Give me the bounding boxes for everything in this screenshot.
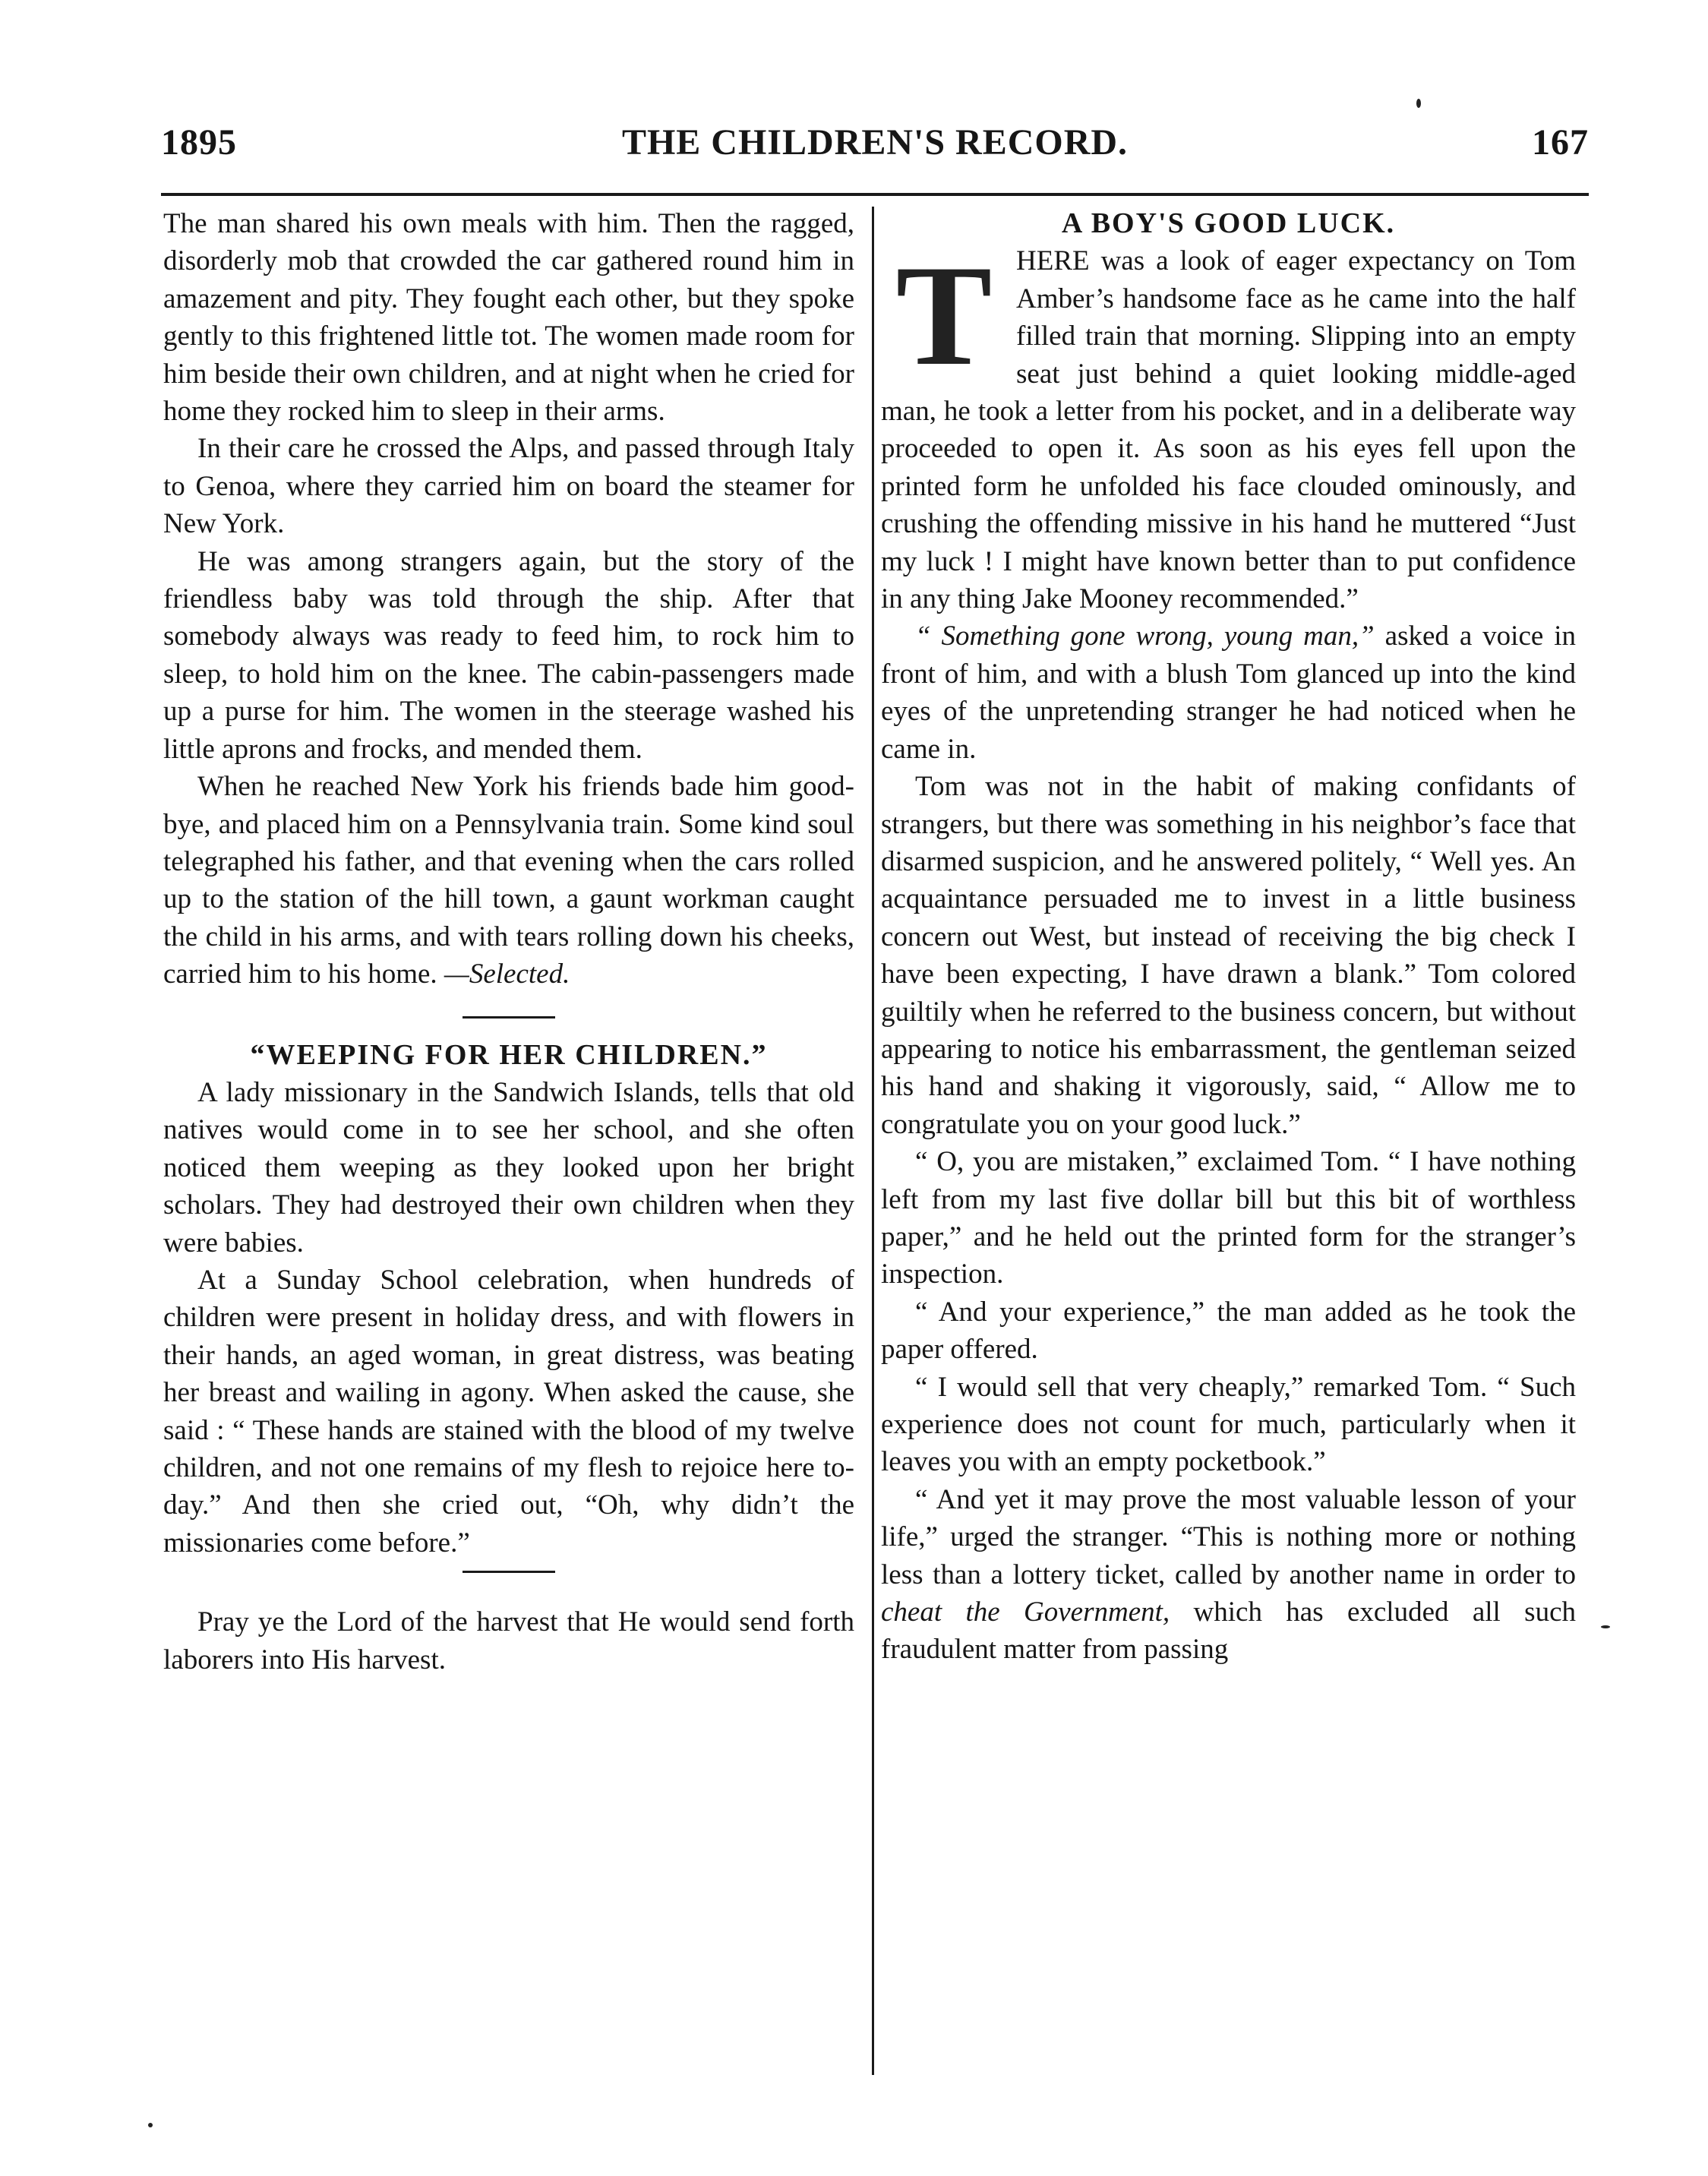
issue-year: 1895 [161, 122, 237, 163]
print-speck [148, 2123, 153, 2127]
column-divider [872, 207, 874, 2075]
question-italic: “ Something gone wrong, young man,” [915, 621, 1375, 652]
paragraph-tom-amber-text: HERE was a look of eager expectancy on Tom Amber’s handsome face as he came into the half filled train that morning. Slipping into an empty seat just behind a quiet looking middle-aged man, he took a letter from his pocket, and in a deliberate way proceeded to open it. As soon as his eyes fell upon the printed form he unfolded his face clouded ominously, and crushing the offending missive in his hand he muttered “Just my luck ! I might have known better than to put confidence in any thing Jake Mooney recommended.” [881, 245, 1576, 615]
section-divider [463, 1016, 555, 1019]
paragraph-alps: In their care he crossed the Alps, and passed through Italy to Genoa, where they carried him on board the steamer for New York. [163, 433, 854, 540]
drop-cap-letter: T [895, 236, 993, 396]
paragraph-confidants: Tom was not in the habit of making confidants of strangers, but there was something in his neighbor’s face that disarmed suspicion, and he answered politely, “ Well yes. An acquaintance persuaded me to invest in a little business concern out West, but instead of receiving the big check I have been expecting, I have drawn a blank.” Tom colored guiltily when he referred to the business concern, but without appearing to notice his embarrassment, the gentleman seized his hand and shaking it vigorously, said, “ Allow me to congratulate you on your good luck.” [881, 771, 1576, 1140]
paragraph-new-york-text: When he reached New York his friends bade him good-bye, and placed him on a Pennsylvania train. Some kind soul telegraphed his father, and that evening when the cars rolled up to the station of the hill town, a gaunt workman caught the child in his arms, and with tears rolling down his cheeks, carried him to his home. [163, 771, 854, 990]
print-speck [1416, 99, 1421, 108]
section-heading-weeping: “WEEPING FOR HER CHILDREN.” [250, 1038, 768, 1071]
paragraph-lottery-text: “ And yet it may prove the most valuable lesson of your life,” urged the stranger. “This is nothing more or nothing less than a lottery ticket, called by another name in order to [881, 1483, 1576, 1590]
paragraph-strangers: He was among strangers again, but the story of the friendless baby was told through the ship. After that somebody always was ready to feed him, to rock him to sleep, to hold him on the knee. The cabin-passengers made up a purse for him. The women in the steerage washed his little aprons and frocks, and mended them. [163, 545, 854, 765]
paragraph-lottery [881, 1481, 1576, 1669]
paragraph-new-york [163, 768, 854, 993]
paragraph-missionary: A lady missionary in the Sandwich Islands, tells that old natives would come in to see her school, and she often noticed them weeping as they looked upon her bright scholars. They had destroyed their own children when they were babies. [163, 1076, 854, 1259]
paragraph-mistaken: “ O, you are mistaken,” exclaimed Tom. “ I have nothing left from my last five dollar bill but this bit of worthless paper,” and he held out the printed form for the stranger’s inspection. [881, 1146, 1576, 1290]
selected-credit: —Selected. [444, 959, 570, 990]
paragraph-prayer: Pray ye the Lord of the harvest that He would send forth laborers into His harvest. [163, 1606, 854, 1675]
print-speck [1601, 1625, 1610, 1628]
drop-cap-t [887, 236, 1001, 396]
paragraph-something-wrong-text: asked a voice in front of him, and with a blush Tom glanced up into the kind eyes of the unpretending stranger he had noticed when he came in. [881, 621, 1576, 765]
government-italic: cheat the Government, [881, 1596, 1170, 1628]
paragraph-meals: The man shared his own meals with him. Then the ragged, disorderly mob that crowded the car gathered round him in amazement and pity. They fought each other, but they spoke gently to this frightened little tot. The women made room for him beside their own children, and at night when he cried for home they rocked him to sleep in their arms. [163, 208, 854, 428]
left-column [163, 205, 854, 1679]
publication-title: THE CHILDREN'S RECORD. [621, 122, 1129, 163]
page-number: 167 [1532, 122, 1589, 163]
header-rule [161, 193, 1589, 196]
paragraph-tom-amber [881, 236, 1576, 617]
right-column [881, 205, 1576, 1669]
paragraph-experience: “ And your experience,” the man added as he took the paper offered. [881, 1296, 1576, 1366]
section-divider-2 [463, 1571, 555, 1573]
paragraph-something-wrong [881, 617, 1576, 768]
paragraph-lottery-rest: which has excluded all such fraudulent matter from passing [881, 1596, 1577, 1666]
story-heading: A BOY'S GOOD LUCK. [1061, 207, 1396, 239]
paragraph-celebration: At a Sunday School celebration, when hundreds of children were present in holiday dress, and with flowers in their hands, an aged woman, in great distress, was beating her breast and wailing in agony. When asked the cause, she said : “ These hands are stained with the blood of my twelve children, and not one remains of my flesh to rejoice here to-day.” And then she cried out, “Oh, why didn’t the missionaries come before.” [163, 1264, 854, 1559]
running-header [161, 122, 1589, 175]
paragraph-cheaply: “ I would sell that very cheaply,” remarked Tom. “ Such experience does not count for much, particularly when it leaves you with an empty pocketbook.” [881, 1371, 1576, 1478]
